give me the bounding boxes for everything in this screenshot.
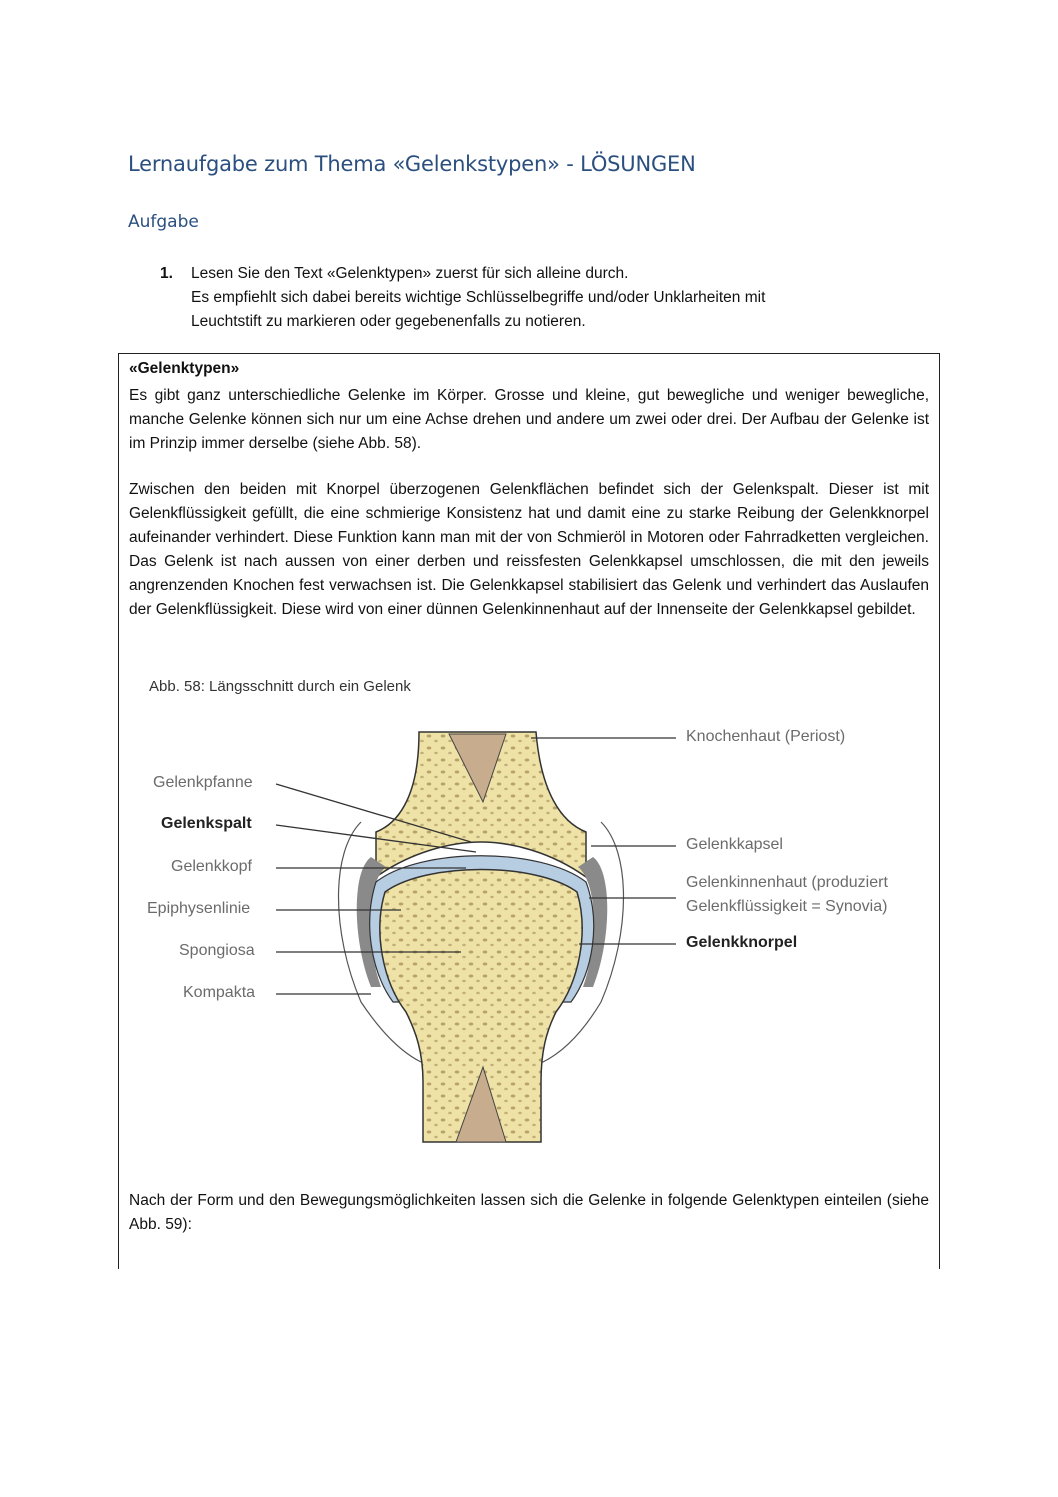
label-gelenkkapsel: Gelenkkapsel	[686, 836, 783, 853]
label-gelenkknorpel: Gelenkknorpel	[686, 934, 798, 951]
figure-caption: Abb. 58: Längsschnitt durch ein Gelenk	[149, 678, 411, 695]
reading-text-box	[118, 353, 940, 1269]
label-gelenkpfanne: Gelenkpfanne	[153, 774, 253, 791]
joint-diagram	[131, 672, 931, 1162]
box-heading: «Gelenktypen»	[129, 360, 240, 377]
page-title: Lernaufgabe zum Thema «Gelenkstypen» - LÖSUNGEN	[128, 152, 696, 176]
label-gelenkinnenhaut-line1: Gelenkinnenhaut (produziert	[686, 874, 888, 891]
paragraph-intro: Es gibt ganz unterschiedliche Gelenke im Körper. Grosse und kleine, gut bewegliche und weniger bewegliche, manche Gelenke können sich nur um eine Achse drehen und andere um zwei oder drei. Der Aufbau der Gelenke ist im Prinzip immer derselbe (siehe Abb. 58).	[129, 387, 929, 452]
task-number: 1.	[160, 265, 173, 282]
label-gelenkspalt: Gelenkspalt	[161, 815, 252, 832]
label-spongiosa: Spongiosa	[179, 942, 255, 959]
label-epiphysenlinie: Epiphysenlinie	[147, 900, 251, 917]
label-knochenhaut: Knochenhaut (Periost)	[686, 728, 846, 745]
paragraph-structure: Zwischen den beiden mit Knorpel überzogenen Gelenkflächen befindet sich der Gelenkspalt. Dieser ist mit Gelenkflüssigkeit gefüllt, die eine schmierige Konsistenz hat und damit eine zu starke Reibung der Gelenkknorpel aufeinander verhindert. Diese Funktion kann man mit der von Schmieröl in Motoren oder Fahrradketten vergleichen. Das Gelenk ist nach aussen von einer derben und reissfesten Gelenkkapsel umschlossen, die mit den jeweils angrenzenden Knochen fest verwachsen ist. Die Gelenkkapsel stabilisiert das Gelenk und verhindert das Auslaufen der Gelenkflüssigkeit. Diese wird von einer dünnen Gelenkinnenhaut auf der Innenseite der Gelenkkapsel gebildet.	[129, 481, 929, 618]
task-line: Lesen Sie den Text «Gelenktypen» zuerst für sich alleine durch.	[191, 265, 629, 282]
label-gelenkinnenhaut-line2: Gelenkflüssigkeit = Synovia)	[686, 898, 888, 915]
label-kompakta: Kompakta	[183, 984, 256, 1001]
task-text	[191, 262, 911, 334]
section-heading: Aufgabe	[128, 212, 199, 232]
label-gelenkkopf: Gelenkkopf	[171, 858, 252, 875]
task-line: Leuchtstift zu markieren oder gegebenenfalls zu notieren.	[191, 313, 586, 330]
task-line: Es empfiehlt sich dabei bereits wichtige Schlüsselbegriffe und/oder Unklarheiten mit	[191, 289, 766, 306]
paragraph-types: Nach der Form und den Bewegungsmöglichkeiten lassen sich die Gelenke in folgende Gelenktypen einteilen (siehe Abb. 59):	[129, 1192, 929, 1233]
